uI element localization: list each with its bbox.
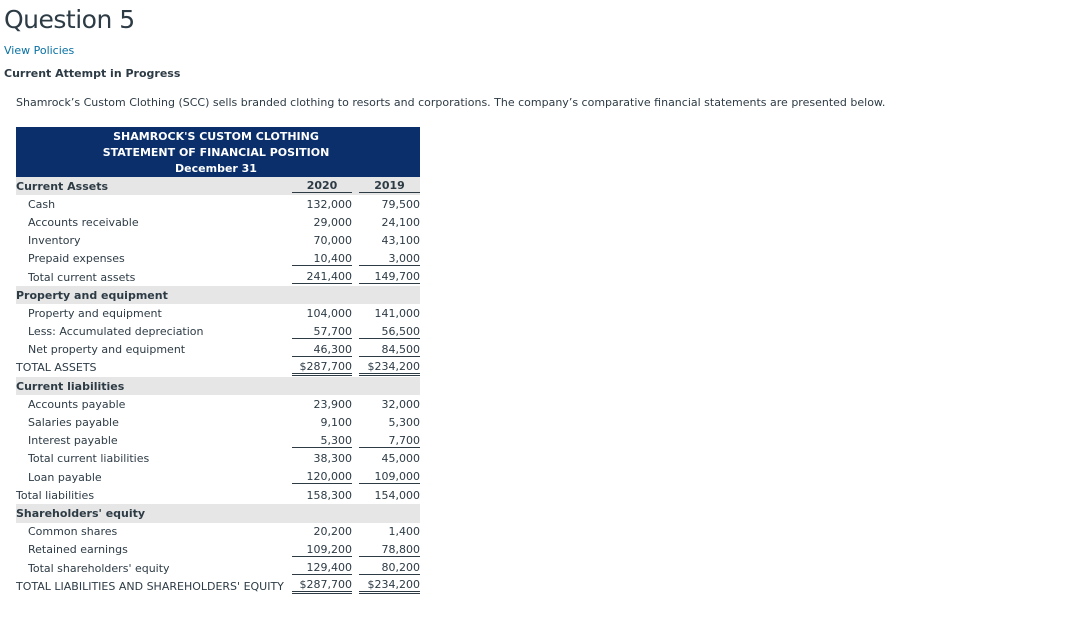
row-label: Property and equipment	[16, 288, 168, 302]
row-label: Property and equipment	[28, 306, 162, 320]
row-label: Current liabilities	[16, 379, 125, 393]
section-current-liabilities	[16, 377, 420, 395]
value-2019: 3,000	[359, 252, 420, 266]
value-2019: 32,000	[381, 397, 420, 411]
table-row	[16, 413, 420, 431]
value-2020: 38,300	[313, 452, 352, 466]
value-2020: $287,700	[292, 578, 352, 594]
row-label: Interest payable	[28, 434, 118, 448]
value-2020: 5,300	[292, 434, 352, 448]
row-label: Total shareholders' equity	[28, 561, 170, 575]
section-shareholders-equity	[16, 504, 420, 522]
value-2020: 29,000	[313, 215, 352, 229]
value-2019: 7,700	[359, 434, 420, 448]
view-policies-link[interactable]: View Policies	[4, 44, 75, 57]
value-2019: 84,500	[359, 343, 420, 357]
row-label: Shareholders' equity	[16, 506, 146, 520]
column-header-2020: 2020	[292, 179, 352, 193]
row-label: Retained earnings	[28, 543, 128, 557]
row-label: TOTAL ASSETS	[16, 361, 97, 375]
table-row	[16, 304, 420, 322]
column-header-2019: 2019	[359, 179, 420, 193]
value-2020: 120,000	[292, 470, 352, 484]
table-row	[16, 232, 420, 250]
table-row-total-liabilities-equity	[16, 577, 420, 595]
row-label: Loan payable	[28, 470, 102, 484]
row-label: Less: Accumulated depreciation	[28, 325, 204, 339]
section-current-assets	[16, 177, 420, 195]
value-2020: 10,400	[292, 252, 352, 266]
value-2019: 1,400	[388, 525, 420, 539]
value-2019: 154,000	[374, 488, 420, 502]
table-row	[16, 195, 420, 213]
question-title: Question 5	[4, 5, 135, 34]
value-2020: 20,200	[313, 525, 352, 539]
value-2020: 57,700	[292, 325, 352, 339]
row-label: TOTAL LIABILITIES AND SHAREHOLDERS' EQUITY	[16, 579, 284, 593]
statement-date: December 31	[175, 162, 257, 175]
row-label: Accounts receivable	[28, 215, 139, 229]
row-label: Current Assets	[16, 179, 109, 193]
value-2019: 109,000	[359, 470, 420, 484]
value-2019: 45,000	[381, 452, 420, 466]
value-2019: 5,300	[388, 416, 420, 430]
value-2019: 149,700	[359, 270, 420, 284]
row-label: Total current liabilities	[28, 452, 150, 466]
value-2019: 80,200	[359, 561, 420, 575]
company-name: SHAMROCK'S CUSTOM CLOTHING	[113, 130, 319, 143]
value-2019: 56,500	[359, 325, 420, 339]
value-2020: 104,000	[306, 306, 352, 320]
row-label: Accounts payable	[28, 397, 126, 411]
financial-statement-table	[16, 127, 420, 595]
value-2020: 132,000	[306, 197, 352, 211]
table-row	[16, 213, 420, 231]
value-2019: 78,800	[359, 543, 420, 557]
row-label: Inventory	[28, 234, 81, 248]
value-2020: $287,700	[292, 360, 352, 376]
value-2020: 241,400	[292, 270, 352, 284]
value-2019: 24,100	[381, 215, 420, 229]
value-2019: 43,100	[381, 234, 420, 248]
value-2020: 46,300	[292, 343, 352, 357]
statement-name: STATEMENT OF FINANCIAL POSITION	[102, 146, 330, 159]
row-label: Salaries payable	[28, 416, 119, 430]
value-2020: 70,000	[313, 234, 352, 248]
table-row-total-assets	[16, 359, 420, 377]
value-2019: 141,000	[374, 306, 420, 320]
value-2019: $234,200	[359, 578, 420, 594]
table-row	[16, 450, 420, 468]
question-intro: Shamrock’s Custom Clothing (SCC) sells branded clothing to resorts and corporations. The company’s comparative financial statements are presented below.	[16, 96, 886, 109]
row-label: Common shares	[28, 525, 118, 539]
table-row	[16, 341, 420, 359]
row-label: Total liabilities	[16, 488, 95, 502]
table-row	[16, 432, 420, 450]
value-2020: 23,900	[313, 397, 352, 411]
table-row	[16, 395, 420, 413]
value-2019: 79,500	[381, 197, 420, 211]
row-label: Cash	[28, 197, 56, 211]
table-row	[16, 323, 420, 341]
value-2020: 109,200	[292, 543, 352, 557]
value-2020: 158,300	[306, 488, 352, 502]
row-label: Total current assets	[28, 270, 136, 284]
value-2020: 9,100	[320, 416, 352, 430]
row-label: Net property and equipment	[28, 343, 186, 357]
table-row	[16, 486, 420, 504]
value-2019: $234,200	[359, 360, 420, 376]
attempt-status: Current Attempt in Progress	[4, 67, 181, 80]
value-2020: 129,400	[292, 561, 352, 575]
section-property-equipment	[16, 286, 420, 304]
table-row	[16, 559, 420, 577]
row-label: Prepaid expenses	[28, 252, 125, 266]
table-row	[16, 541, 420, 559]
table-row	[16, 468, 420, 486]
table-row	[16, 250, 420, 268]
statement-header	[16, 127, 420, 177]
table-row	[16, 268, 420, 286]
table-row	[16, 523, 420, 541]
